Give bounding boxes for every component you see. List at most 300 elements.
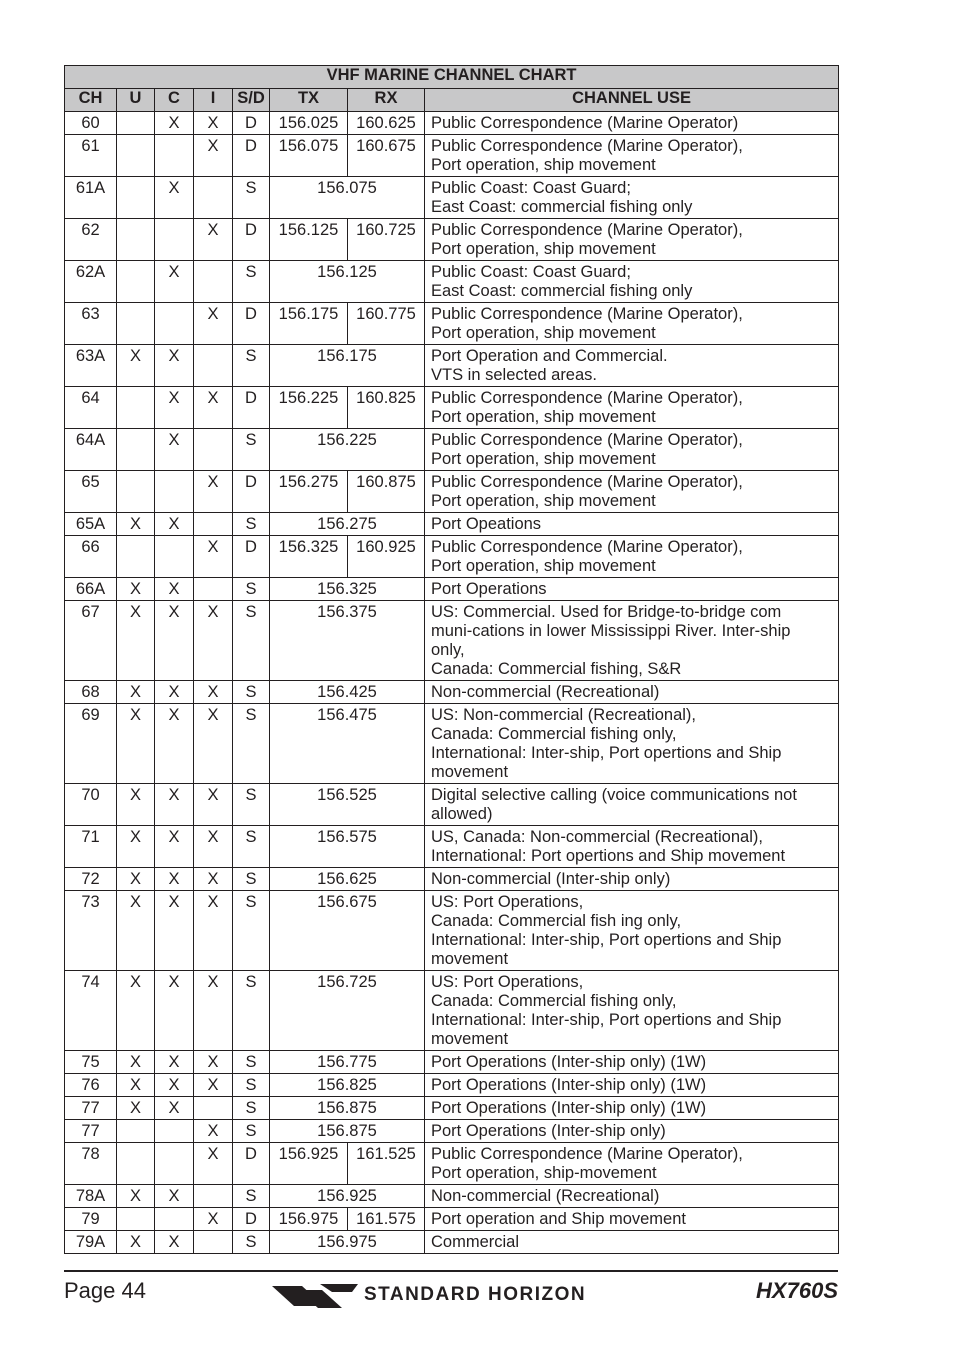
- cell-sd: D: [233, 471, 270, 513]
- cell-i: X: [194, 112, 233, 135]
- cell-c: X: [155, 177, 194, 219]
- cell-u: [117, 219, 155, 261]
- cell-channel-use: [425, 429, 839, 471]
- cell-i: X: [194, 891, 233, 971]
- cell-i: X: [194, 971, 233, 1051]
- cell-ch: 65: [65, 471, 117, 513]
- channel-use-line: Port operation, ship movement: [431, 557, 656, 575]
- cell-tx: 156.125: [270, 219, 348, 261]
- channel-use-line: Public Correspondence (Marine Operator),: [431, 137, 743, 155]
- cell-rx: 160.675: [348, 135, 425, 177]
- cell-tx: 156.025: [270, 112, 348, 135]
- cell-ch: 61A: [65, 177, 117, 219]
- cell-tx: 156.225: [270, 387, 348, 429]
- cell-i: X: [194, 1074, 233, 1097]
- cell-sd: S: [233, 1097, 270, 1120]
- cell-tx: 156.375: [270, 601, 425, 681]
- channel-use-line: International: Inter-ship, Port opertions and Ship: [431, 744, 782, 762]
- cell-ch: 78A: [65, 1185, 117, 1208]
- table-row: [65, 1120, 839, 1143]
- table-row: [65, 345, 839, 387]
- channel-use-line: Public Correspondence (Marine Operator): [431, 114, 739, 132]
- cell-i: X: [194, 219, 233, 261]
- channel-use-line: Port Operation and Commercial.: [431, 347, 668, 365]
- cell-c: X: [155, 1185, 194, 1208]
- cell-i: X: [194, 826, 233, 868]
- cell-sd: D: [233, 135, 270, 177]
- channel-use-line: Port Opeations: [431, 515, 542, 533]
- header-ch: CH: [65, 89, 117, 112]
- table-row: [65, 1097, 839, 1120]
- cell-tx: 156.675: [270, 891, 425, 971]
- cell-channel-use: [425, 345, 839, 387]
- cell-ch: 74: [65, 971, 117, 1051]
- cell-c: X: [155, 345, 194, 387]
- channel-use-line: US: Commercial. Used for Bridge-to-bridge com: [431, 603, 782, 621]
- cell-tx: 156.575: [270, 826, 425, 868]
- channel-use-line: Public Coast: Coast Guard;: [431, 179, 631, 197]
- page-number: Page 44: [64, 1278, 146, 1303]
- cell-u: X: [117, 578, 155, 601]
- cell-rx: 160.875: [348, 471, 425, 513]
- cell-u: [117, 1120, 155, 1143]
- cell-ch: 76: [65, 1074, 117, 1097]
- cell-u: X: [117, 601, 155, 681]
- channel-use-line: Port operation, ship movement: [431, 450, 656, 468]
- cell-tx: 156.075: [270, 177, 425, 219]
- vhf-channel-chart: [64, 65, 839, 1254]
- cell-sd: D: [233, 1208, 270, 1231]
- cell-i: X: [194, 1051, 233, 1074]
- cell-u: [117, 1143, 155, 1185]
- cell-channel-use: [425, 1185, 839, 1208]
- cell-c: X: [155, 784, 194, 826]
- channel-use-line: Port Operations (Inter-ship only) (1W): [431, 1053, 707, 1071]
- cell-i: [194, 261, 233, 303]
- cell-channel-use: [425, 387, 839, 429]
- cell-tx: 156.475: [270, 704, 425, 784]
- cell-c: [155, 1208, 194, 1231]
- cell-ch: 71: [65, 826, 117, 868]
- cell-i: X: [194, 1143, 233, 1185]
- cell-u: X: [117, 784, 155, 826]
- cell-ch: 79: [65, 1208, 117, 1231]
- cell-channel-use: [425, 471, 839, 513]
- cell-i: [194, 177, 233, 219]
- table-row: [65, 429, 839, 471]
- cell-channel-use: [425, 513, 839, 536]
- cell-u: X: [117, 513, 155, 536]
- cell-u: [117, 112, 155, 135]
- cell-tx: 156.275: [270, 513, 425, 536]
- cell-channel-use: [425, 536, 839, 578]
- cell-c: X: [155, 891, 194, 971]
- table-row: [65, 135, 839, 177]
- cell-ch: 68: [65, 681, 117, 704]
- cell-sd: S: [233, 1051, 270, 1074]
- cell-ch: 78: [65, 1143, 117, 1185]
- table-row: [65, 1208, 839, 1231]
- cell-sd: S: [233, 345, 270, 387]
- channel-use-line: Port Operations (Inter-ship only) (1W): [431, 1099, 707, 1117]
- header-channel-use: CHANNEL USE: [425, 89, 839, 112]
- header-i: I: [194, 89, 233, 112]
- channel-use-line: Canada: Commercial fishing only,: [431, 992, 677, 1010]
- cell-channel-use: [425, 971, 839, 1051]
- table-row: [65, 704, 839, 784]
- cell-u: [117, 536, 155, 578]
- table-row: [65, 471, 839, 513]
- cell-channel-use: [425, 177, 839, 219]
- header-sd: S/D: [233, 89, 270, 112]
- cell-c: X: [155, 826, 194, 868]
- cell-c: X: [155, 704, 194, 784]
- table-row: [65, 1143, 839, 1185]
- cell-i: X: [194, 784, 233, 826]
- channel-use-line: Non-commercial (Inter-ship only): [431, 870, 671, 888]
- channel-use-line: VTS in selected areas.: [431, 366, 597, 384]
- channel-use-line: US: Port Operations,: [431, 893, 584, 911]
- cell-i: [194, 1097, 233, 1120]
- table-row: [65, 868, 839, 891]
- cell-u: X: [117, 971, 155, 1051]
- channel-use-line: Canada: Commercial fishing, S&R: [431, 660, 682, 678]
- cell-tx: 156.925: [270, 1143, 348, 1185]
- cell-sd: S: [233, 578, 270, 601]
- cell-channel-use: [425, 261, 839, 303]
- cell-c: X: [155, 513, 194, 536]
- cell-rx: 161.575: [348, 1208, 425, 1231]
- table-row: [65, 826, 839, 868]
- cell-channel-use: [425, 1051, 839, 1074]
- cell-sd: S: [233, 177, 270, 219]
- cell-tx: 156.075: [270, 135, 348, 177]
- cell-i: X: [194, 471, 233, 513]
- cell-i: [194, 578, 233, 601]
- cell-sd: D: [233, 303, 270, 345]
- cell-sd: D: [233, 387, 270, 429]
- cell-channel-use: [425, 135, 839, 177]
- channel-use-line: Port Operations (Inter-ship only): [431, 1122, 666, 1140]
- cell-tx: 156.975: [270, 1231, 425, 1254]
- channel-use-line: Port operation and Ship movement: [431, 1210, 686, 1228]
- cell-ch: 62A: [65, 261, 117, 303]
- table-row: [65, 891, 839, 971]
- cell-i: X: [194, 303, 233, 345]
- cell-ch: 69: [65, 704, 117, 784]
- chart-body: [65, 112, 839, 1254]
- channel-use-line: Public Correspondence (Marine Operator),: [431, 305, 743, 323]
- footer-rule: [64, 1270, 838, 1272]
- cell-sd: D: [233, 112, 270, 135]
- cell-i: X: [194, 1120, 233, 1143]
- channel-use-line: International: Inter-ship, Port opertions and Ship: [431, 931, 782, 949]
- cell-c: [155, 219, 194, 261]
- cell-channel-use: [425, 681, 839, 704]
- cell-sd: S: [233, 826, 270, 868]
- cell-u: [117, 135, 155, 177]
- cell-u: X: [117, 1185, 155, 1208]
- channel-use-line: Port Operations (Inter-ship only) (1W): [431, 1076, 707, 1094]
- table-row: [65, 219, 839, 261]
- channel-use-line: movement: [431, 1030, 509, 1048]
- cell-u: X: [117, 868, 155, 891]
- cell-u: [117, 303, 155, 345]
- cell-ch: 65A: [65, 513, 117, 536]
- cell-c: X: [155, 429, 194, 471]
- cell-sd: D: [233, 1143, 270, 1185]
- header-rx: RX: [348, 89, 425, 112]
- channel-use-line: Commercial: [431, 1233, 520, 1251]
- channel-use-line: Port operation, ship movement: [431, 240, 656, 258]
- cell-ch: 62: [65, 219, 117, 261]
- cell-i: X: [194, 536, 233, 578]
- cell-i: X: [194, 868, 233, 891]
- channel-use-line: US, Canada: Non-commercial (Recreational),: [431, 828, 763, 846]
- cell-sd: S: [233, 601, 270, 681]
- cell-u: X: [117, 826, 155, 868]
- cell-c: [155, 471, 194, 513]
- channel-use-line: International: Inter-ship, Port opertions and Ship: [431, 1011, 782, 1029]
- cell-u: X: [117, 1231, 155, 1254]
- table-row: [65, 1074, 839, 1097]
- cell-c: X: [155, 1074, 194, 1097]
- cell-sd: S: [233, 1074, 270, 1097]
- brand-name: STANDARD HORIZON: [364, 1284, 587, 1305]
- cell-u: [117, 429, 155, 471]
- cell-tx: 156.325: [270, 578, 425, 601]
- cell-channel-use: [425, 1074, 839, 1097]
- channel-use-line: Port operation, ship movement: [431, 492, 656, 510]
- cell-rx: 160.825: [348, 387, 425, 429]
- cell-tx: 156.775: [270, 1051, 425, 1074]
- channel-use-line: East Coast: commercial fishing only: [431, 198, 693, 216]
- cell-ch: 70: [65, 784, 117, 826]
- cell-channel-use: [425, 601, 839, 681]
- table-row: [65, 971, 839, 1051]
- cell-c: X: [155, 261, 194, 303]
- table-row: [65, 601, 839, 681]
- cell-channel-use: [425, 1097, 839, 1120]
- cell-ch: 64A: [65, 429, 117, 471]
- cell-ch: 63: [65, 303, 117, 345]
- table-row: [65, 784, 839, 826]
- channel-use-line: International: Port opertions and Ship movement: [431, 847, 786, 865]
- cell-c: X: [155, 578, 194, 601]
- cell-sd: S: [233, 971, 270, 1051]
- cell-ch: 64: [65, 387, 117, 429]
- channel-use-line: Port Operations: [431, 580, 547, 598]
- channel-use-line: Public Correspondence (Marine Operator),: [431, 473, 743, 491]
- channel-use-line: allowed): [431, 805, 493, 823]
- cell-ch: 77: [65, 1097, 117, 1120]
- cell-channel-use: [425, 868, 839, 891]
- cell-channel-use: [425, 1208, 839, 1231]
- cell-channel-use: [425, 219, 839, 261]
- cell-sd: S: [233, 1120, 270, 1143]
- cell-channel-use: [425, 1120, 839, 1143]
- cell-i: [194, 1231, 233, 1254]
- cell-rx: 160.625: [348, 112, 425, 135]
- header-c: C: [155, 89, 194, 112]
- cell-tx: 156.225: [270, 429, 425, 471]
- cell-c: X: [155, 1231, 194, 1254]
- cell-c: X: [155, 681, 194, 704]
- cell-tx: 156.175: [270, 303, 348, 345]
- table-row: [65, 303, 839, 345]
- cell-tx: 156.175: [270, 345, 425, 387]
- header-tx: TX: [270, 89, 348, 112]
- cell-ch: 75: [65, 1051, 117, 1074]
- cell-ch: 77: [65, 1120, 117, 1143]
- cell-ch: 60: [65, 112, 117, 135]
- cell-tx: 156.825: [270, 1074, 425, 1097]
- cell-c: X: [155, 971, 194, 1051]
- channel-use-line: US: Non-commercial (Recreational),: [431, 706, 696, 724]
- table-row: [65, 1231, 839, 1254]
- cell-tx: 156.625: [270, 868, 425, 891]
- channel-use-line: movement: [431, 950, 509, 968]
- cell-channel-use: [425, 704, 839, 784]
- cell-i: X: [194, 704, 233, 784]
- cell-channel-use: [425, 784, 839, 826]
- channel-use-line: Public Correspondence (Marine Operator),: [431, 1145, 743, 1163]
- table-row: [65, 513, 839, 536]
- cell-sd: S: [233, 429, 270, 471]
- cell-ch: 66A: [65, 578, 117, 601]
- cell-i: [194, 513, 233, 536]
- channel-use-line: Public Correspondence (Marine Operator),: [431, 389, 743, 407]
- cell-tx: 156.875: [270, 1097, 425, 1120]
- cell-channel-use: [425, 826, 839, 868]
- cell-c: X: [155, 601, 194, 681]
- cell-tx: 156.425: [270, 681, 425, 704]
- cell-sd: S: [233, 1231, 270, 1254]
- cell-tx: 156.875: [270, 1120, 425, 1143]
- cell-u: [117, 387, 155, 429]
- cell-ch: 67: [65, 601, 117, 681]
- cell-tx: 156.325: [270, 536, 348, 578]
- cell-i: [194, 345, 233, 387]
- table-row: [65, 1185, 839, 1208]
- cell-ch: 79A: [65, 1231, 117, 1254]
- channel-use-line: movement: [431, 763, 509, 781]
- cell-sd: S: [233, 681, 270, 704]
- channel-use-line: Public Coast: Coast Guard;: [431, 263, 631, 281]
- cell-sd: S: [233, 891, 270, 971]
- cell-ch: 61: [65, 135, 117, 177]
- channel-use-line: Non-commercial (Recreational): [431, 1187, 660, 1205]
- cell-channel-use: [425, 1231, 839, 1254]
- cell-tx: 156.975: [270, 1208, 348, 1231]
- cell-c: [155, 1143, 194, 1185]
- cell-c: [155, 1120, 194, 1143]
- cell-channel-use: [425, 891, 839, 971]
- header-row: [65, 89, 839, 112]
- cell-rx: 160.775: [348, 303, 425, 345]
- table-row: [65, 177, 839, 219]
- cell-u: X: [117, 704, 155, 784]
- cell-i: X: [194, 387, 233, 429]
- table-row: [65, 261, 839, 303]
- table-row: [65, 536, 839, 578]
- cell-c: X: [155, 112, 194, 135]
- cell-c: X: [155, 1051, 194, 1074]
- cell-i: X: [194, 601, 233, 681]
- channel-use-line: Digital selective calling (voice communications not: [431, 786, 797, 804]
- cell-channel-use: [425, 303, 839, 345]
- cell-i: [194, 429, 233, 471]
- cell-tx: 156.725: [270, 971, 425, 1051]
- cell-c: [155, 135, 194, 177]
- model-name: HX760S: [756, 1278, 838, 1303]
- cell-ch: 63A: [65, 345, 117, 387]
- cell-sd: S: [233, 513, 270, 536]
- cell-tx: 156.525: [270, 784, 425, 826]
- channel-use-line: East Coast: commercial fishing only: [431, 282, 693, 300]
- channel-use-line: only,: [431, 641, 465, 659]
- cell-channel-use: [425, 112, 839, 135]
- cell-u: X: [117, 1097, 155, 1120]
- cell-u: X: [117, 345, 155, 387]
- cell-ch: 72: [65, 868, 117, 891]
- channel-use-line: Port operation, ship-movement: [431, 1164, 657, 1182]
- cell-rx: 160.925: [348, 536, 425, 578]
- table-row: [65, 112, 839, 135]
- cell-sd: S: [233, 704, 270, 784]
- channel-use-line: Canada: Commercial fishing only,: [431, 725, 677, 743]
- cell-c: [155, 303, 194, 345]
- cell-channel-use: [425, 1143, 839, 1185]
- channel-use-line: Public Correspondence (Marine Operator),: [431, 538, 743, 556]
- cell-c: [155, 536, 194, 578]
- table-row: [65, 681, 839, 704]
- cell-u: [117, 1208, 155, 1231]
- channel-use-line: Public Correspondence (Marine Operator),: [431, 221, 743, 239]
- channel-use-line: US: Port Operations,: [431, 973, 584, 991]
- channel-use-line: Port operation, ship movement: [431, 156, 656, 174]
- cell-i: X: [194, 681, 233, 704]
- channel-use-line: Public Correspondence (Marine Operator),: [431, 431, 743, 449]
- channel-use-line: muni-cations in lower Mississippi River. Inter-ship: [431, 622, 791, 640]
- table-row: [65, 1051, 839, 1074]
- cell-tx: 156.275: [270, 471, 348, 513]
- cell-i: X: [194, 1208, 233, 1231]
- cell-tx: 156.125: [270, 261, 425, 303]
- brand-mark-icon: [272, 1282, 360, 1310]
- cell-i: X: [194, 135, 233, 177]
- cell-ch: 66: [65, 536, 117, 578]
- cell-rx: 160.725: [348, 219, 425, 261]
- cell-rx: 161.525: [348, 1143, 425, 1185]
- cell-tx: 156.925: [270, 1185, 425, 1208]
- cell-c: X: [155, 1097, 194, 1120]
- cell-u: X: [117, 891, 155, 971]
- cell-u: [117, 261, 155, 303]
- cell-channel-use: [425, 578, 839, 601]
- cell-c: X: [155, 868, 194, 891]
- cell-sd: S: [233, 1185, 270, 1208]
- table-row: [65, 578, 839, 601]
- cell-ch: 73: [65, 891, 117, 971]
- brand-logo: [272, 1282, 632, 1310]
- cell-u: X: [117, 681, 155, 704]
- channel-use-line: Canada: Commercial fish ing only,: [431, 912, 682, 930]
- chart-title: VHF MARINE CHANNEL CHART: [65, 66, 839, 89]
- cell-sd: D: [233, 219, 270, 261]
- cell-u: X: [117, 1051, 155, 1074]
- cell-i: [194, 1185, 233, 1208]
